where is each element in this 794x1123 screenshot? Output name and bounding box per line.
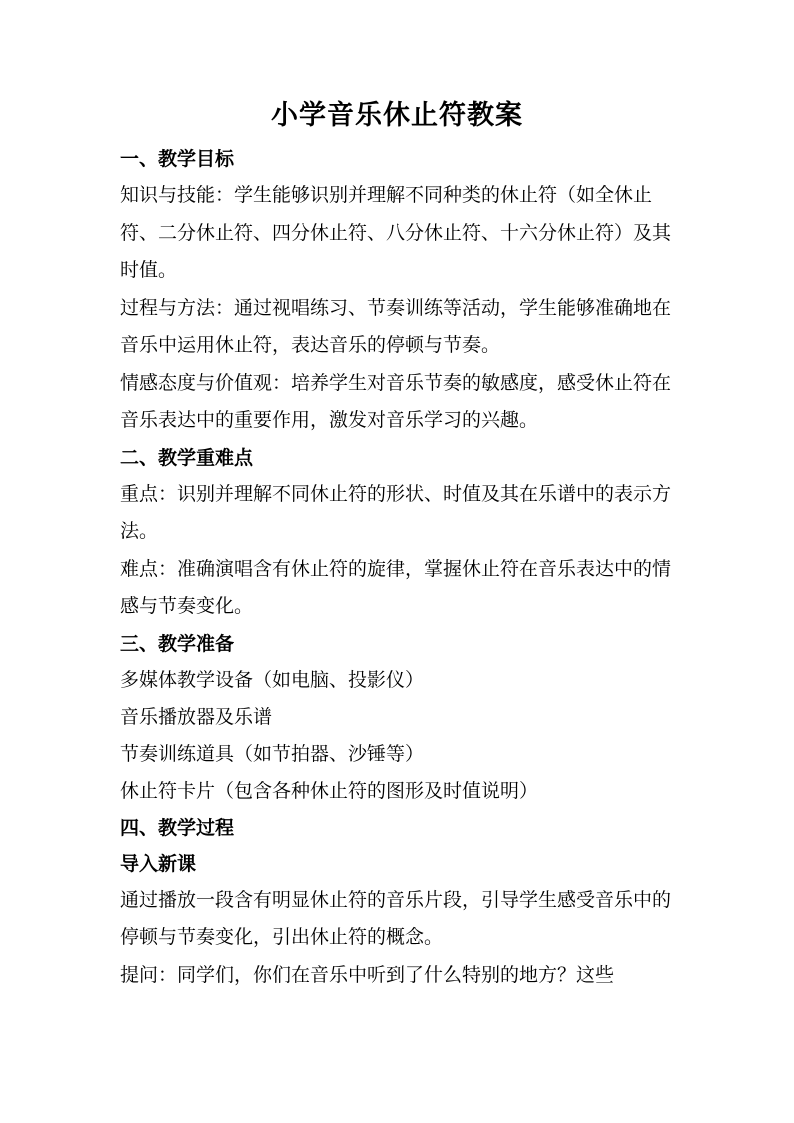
paragraph-process-methods: 过程与方法：通过视唱练习、节奏训练等活动，学生能够准确地在音乐中运用休止符，表达音乐的停顿与节奏。 [120, 296, 672, 356]
paragraph-attitude-values: 情感态度与价值观：培养学生对音乐节奏的敏感度，感受休止符在音乐表达中的重要作用，激发对音乐学习的兴趣。 [120, 371, 672, 431]
paragraph-introduction: 通过播放一段含有明显休止符的音乐片段，引导学生感受音乐中的停顿与节奏变化，引出休止符的概念。 [120, 888, 672, 948]
list-item-music-player: 音乐播放器及乐谱 [120, 705, 273, 728]
paragraph-key-point: 重点：识别并理解不同休止符的形状、时值及其在乐谱中的表示方法。 [120, 482, 672, 542]
list-item-rhythm-tools: 节奏训练道具（如节拍器、沙锤等） [120, 742, 425, 765]
list-item-multimedia: 多媒体教学设备（如电脑、投影仪） [120, 668, 425, 691]
subheading-introduction: 导入新课 [120, 852, 197, 875]
paragraph-knowledge-skills: 知识与技能：学生能够识别并理解不同种类的休止符（如全休止符、二分休止符、四分休止符、八分休止符、十六分休止符）及其时值。 [120, 184, 672, 281]
section-heading-preparation: 三、教学准备 [120, 632, 235, 655]
document-title: 小学音乐休止符教案 [271, 100, 523, 131]
paragraph-difficult-point: 难点：准确演唱含有休止符的旋律，掌握休止符在音乐表达中的情感与节奏变化。 [120, 557, 672, 617]
section-heading-key-points: 二、教学重难点 [120, 446, 254, 469]
paragraph-question: 提问：同学们，你们在音乐中听到了什么特别的地方？这些 [120, 963, 615, 986]
section-heading-objectives: 一、教学目标 [120, 148, 235, 170]
document-body [120, 141, 676, 994]
section-heading-process: 四、教学过程 [120, 816, 235, 839]
list-item-rest-cards: 休止符卡片（包含各种休止符的图形及时值说明） [120, 779, 539, 802]
